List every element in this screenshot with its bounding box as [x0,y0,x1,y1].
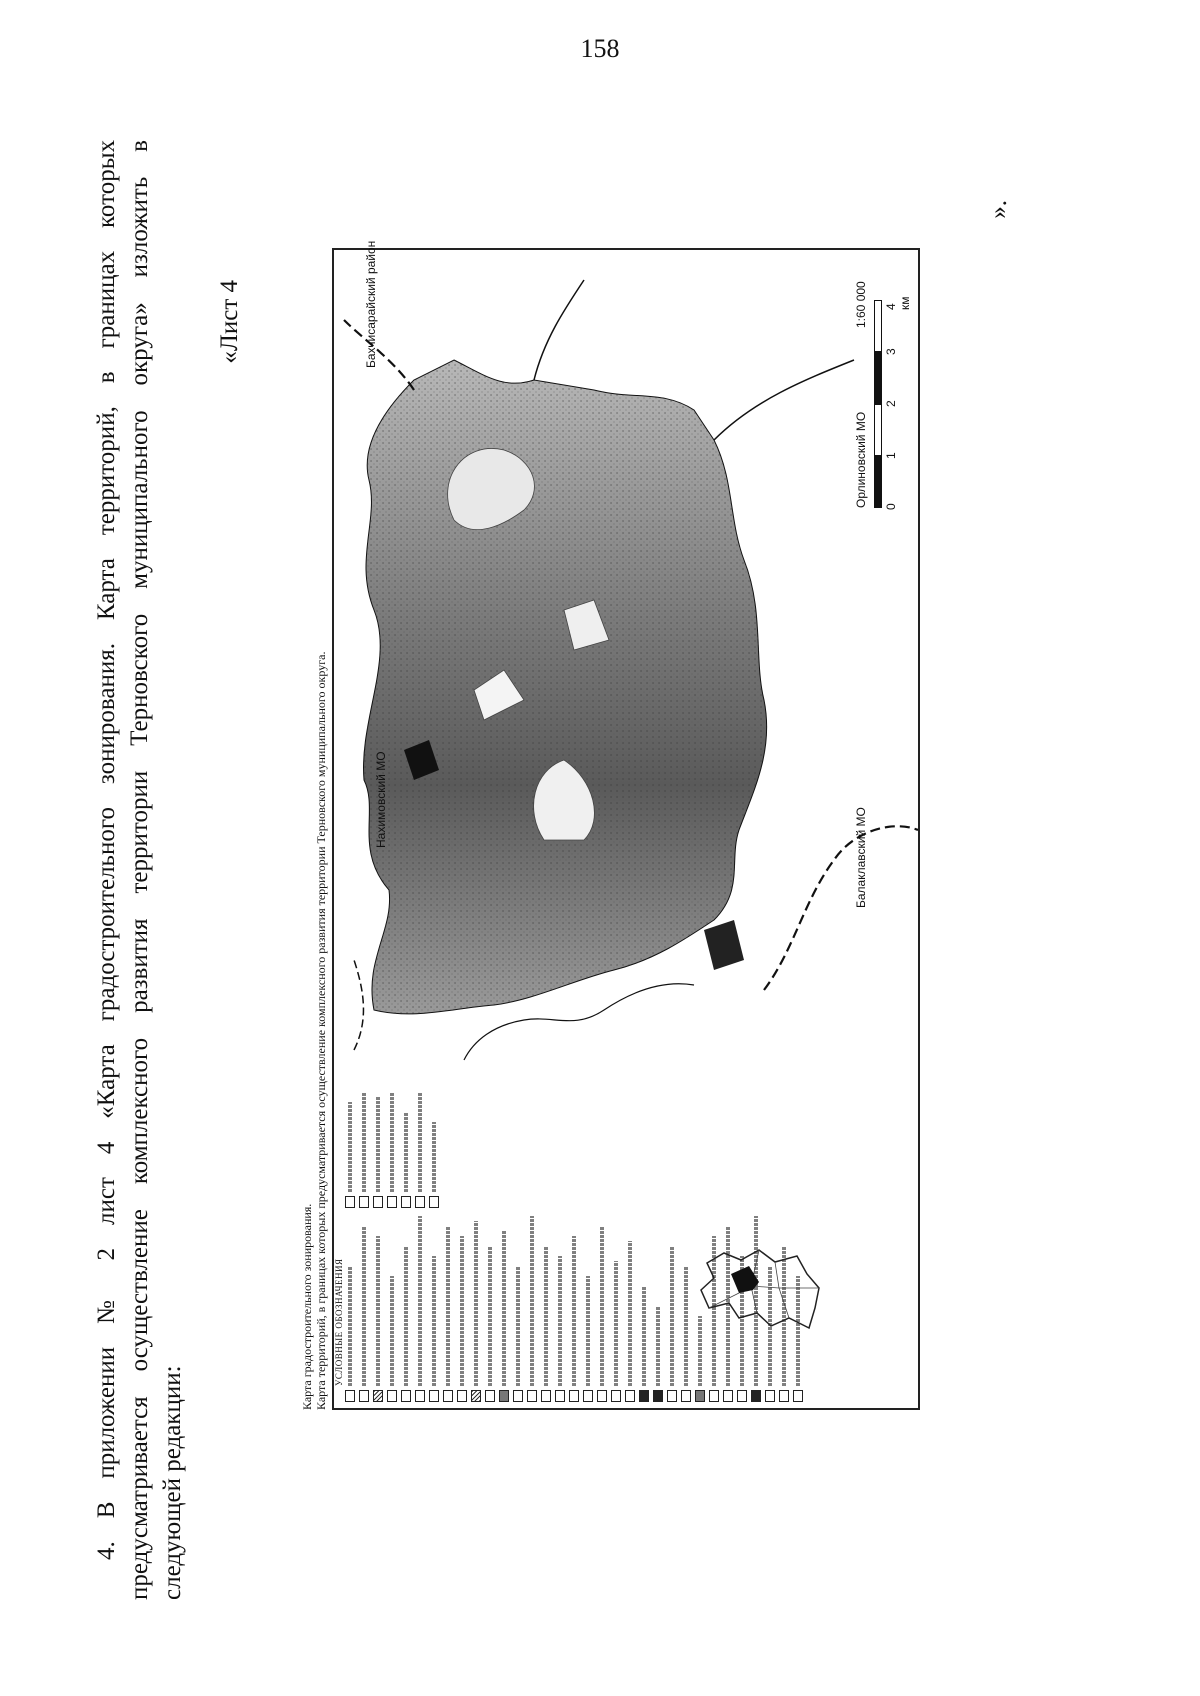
scale-segment [874,456,882,508]
legend-swatch [415,1196,425,1208]
legend-swatch [499,1390,509,1402]
paragraph-line: следующей редакции: [159,1365,186,1600]
legend-text [432,1256,436,1386]
legend-text [600,1226,604,1386]
legend-text [502,1231,506,1386]
legend-item [358,1212,370,1402]
legend-item [344,1212,356,1402]
legend-item [344,1088,356,1208]
legend-swatch [429,1390,439,1402]
figure-caption-subtitle: Карта территорий, в границах которых предусматривается осуществление комплексного развития территории Терновского муниципального округа. [314,651,328,1410]
paragraph-line: 4. В приложении № 2 лист 4 «Карта градостроительного зонирования. Карта территорий, в границах которых [93,140,120,1560]
legend-swatch [709,1390,719,1402]
inset-region-outline [701,1250,819,1328]
district-boundary [354,960,363,1050]
legend-text [432,1122,436,1192]
legend-text [516,1266,520,1386]
legend-item [526,1212,538,1402]
legend-title: УСЛОВНЫЕ ОБОЗНАЧЕНИЯ [334,1258,344,1386]
zoning-map [334,250,918,1080]
legend-item [456,1212,468,1402]
sheet-label: «Лист 4 [216,280,243,364]
scale-segment [874,404,882,456]
legend-swatch [513,1390,523,1402]
legend-text [670,1246,674,1386]
paragraph-line: предусматривается осуществление комплексного развития территории Терновского муниципального округа» изложить в [126,140,153,1600]
legend-text [446,1226,450,1386]
zoning-map-figure [300,240,920,1410]
legend-swatch [653,1390,663,1402]
legend-item [512,1212,524,1402]
legend-text [418,1092,422,1192]
legend-swatch [471,1390,481,1402]
district-boundary [534,280,584,380]
legend-item [428,1212,440,1402]
legend-swatch [345,1196,355,1208]
legend-swatch [639,1390,649,1402]
legend-item [554,1212,566,1402]
legend-swatch [625,1390,635,1402]
legend-item [624,1212,636,1402]
legend-swatch [751,1390,761,1402]
legend-text [390,1276,394,1386]
legend-item [484,1212,496,1402]
legend-item [372,1088,384,1208]
legend-item [498,1212,510,1402]
legend-swatch [779,1390,789,1402]
legend-text [572,1236,576,1386]
legend-swatch [345,1390,355,1402]
legend-text [628,1241,632,1386]
legend-swatch [401,1390,411,1402]
legend-swatch [429,1196,439,1208]
legend-item [596,1212,608,1402]
legend-text [656,1306,660,1386]
map-legend [334,1078,918,1408]
label-orlinovsky-mo: Орлиновский МО [854,411,868,508]
legend-item [652,1212,664,1402]
legend-text [404,1112,408,1192]
legend-text [376,1097,380,1192]
legend-swatch [541,1390,551,1402]
legend-item [442,1212,454,1402]
legend-item [386,1088,398,1208]
district-boundary [714,360,854,440]
legend-text [376,1236,380,1386]
legend-item [400,1088,412,1208]
legend-item [358,1088,370,1208]
legend-item [666,1212,678,1402]
legend-item [414,1088,426,1208]
legend-text [348,1102,352,1192]
legend-swatch [401,1196,411,1208]
legend-swatch [555,1390,565,1402]
district-boundary [764,826,918,990]
closing-quote: ». [985,200,1012,219]
legend-item [428,1088,440,1208]
legend-swatch [443,1390,453,1402]
legend-swatch [695,1390,705,1402]
scale-tick-label: 0 [884,503,898,510]
legend-text [460,1236,464,1386]
legend-swatch [457,1390,467,1402]
territory-texture [364,360,767,1014]
legend-text [614,1261,618,1386]
amendment-paragraph [90,140,189,1600]
dark-zone-patch [704,920,744,970]
legend-item [386,1212,398,1402]
district-boundary [344,320,414,390]
legend-item [372,1212,384,1402]
legend-text [474,1221,478,1386]
legend-item [470,1212,482,1402]
label-nakhimovsky-mo: Нахимовский МО [374,751,388,848]
legend-item [400,1212,412,1402]
legend-text [348,1266,352,1386]
scale-tick-label: 3 [884,348,898,355]
legend-swatch [737,1390,747,1402]
legend-column [344,1088,442,1208]
legend-text [586,1276,590,1386]
legend-swatch [373,1196,383,1208]
legend-swatch [723,1390,733,1402]
legend-text [404,1246,408,1386]
label-bakhchisaraysky-district: Бахчисарайский район [364,240,378,368]
scale-ratio: 1:60 000 [854,281,868,328]
legend-text [530,1216,534,1386]
legend-swatch [597,1390,607,1402]
legend-item [540,1212,552,1402]
legend-item [610,1212,622,1402]
legend-text [558,1256,562,1386]
scale-segment [874,352,882,404]
map-frame [332,240,920,1410]
legend-text [544,1246,548,1386]
legend-swatch [373,1390,383,1402]
legend-text [418,1216,422,1386]
scale-tick-label: 2 [884,400,898,407]
legend-item [582,1212,594,1402]
legend-swatch [583,1390,593,1402]
inset-district-lines [709,1250,819,1318]
legend-text [390,1092,394,1192]
legend-swatch [569,1390,579,1402]
legend-item [638,1212,650,1402]
scale-tick-label: 4 км [884,296,912,310]
legend-item [414,1212,426,1402]
rotated-content [90,140,1110,1600]
legend-text [642,1286,646,1386]
scale-segment [874,300,882,352]
legend-swatch [667,1390,677,1402]
legend-text [488,1246,492,1386]
label-balaklavsky-mo: Балаклавский МО [854,807,868,908]
locator-inset-map [679,1238,829,1348]
legend-swatch [359,1390,369,1402]
legend-swatch [793,1390,803,1402]
legend-swatch [359,1196,369,1208]
legend-swatch [681,1390,691,1402]
legend-swatch [611,1390,621,1402]
legend-swatch [485,1390,495,1402]
scale-bar [874,288,912,510]
figure-caption-title: Карта градостроительного зонирования. [300,1203,314,1410]
legend-text [362,1226,366,1386]
legend-swatch [415,1390,425,1402]
legend-swatch [765,1390,775,1402]
legend-swatch [527,1390,537,1402]
page-number: 158 [580,34,620,63]
scale-tick-label: 1 [884,452,898,459]
legend-text [362,1092,366,1192]
legend-swatch [387,1196,397,1208]
legend-item [568,1212,580,1402]
legend-swatch [387,1390,397,1402]
